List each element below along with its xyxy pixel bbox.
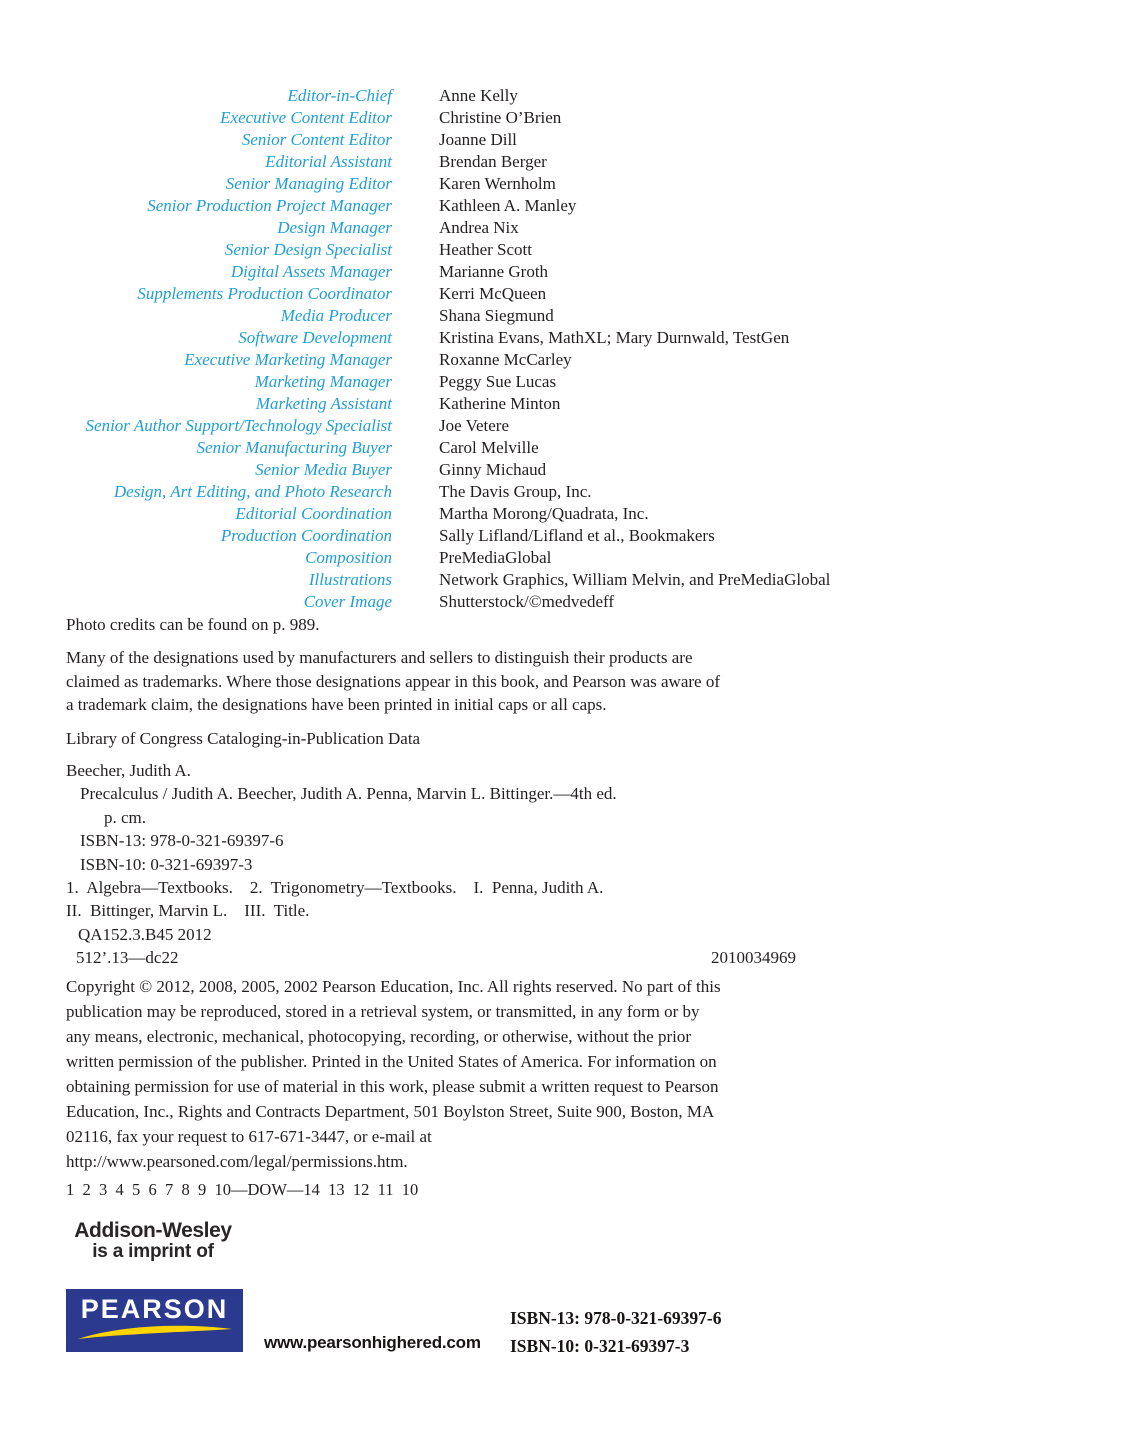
credit-role-label: Marketing Assistant bbox=[255, 394, 392, 413]
credit-row bbox=[66, 217, 830, 239]
trademark-line: a trademark claim, the designations have been printed in initial caps or all caps. bbox=[66, 695, 607, 714]
trademark-line: claimed as trademarks. Where those designations appear in this book, and Pearson was aware of bbox=[66, 671, 720, 691]
credit-role-label: Digital Assets Manager bbox=[230, 262, 392, 281]
credit-person-name: Marianne Groth bbox=[439, 262, 549, 281]
footer-isbn13: ISBN-13: 978-0-321-69397-6 bbox=[510, 1308, 722, 1328]
credit-role-label: Software Development bbox=[238, 328, 392, 347]
credit-person-name: Ginny Michaud bbox=[439, 460, 547, 479]
credit-role-label: Composition bbox=[305, 548, 392, 567]
credit-person-name: Karen Wernholm bbox=[439, 174, 556, 193]
catalog-call-number: QA152.3.B45 2012 bbox=[78, 924, 212, 944]
credit-row bbox=[66, 547, 830, 569]
credit-role-label: Senior Production Project Manager bbox=[147, 196, 392, 215]
copyright-line: Copyright © 2012, 2008, 2005, 2002 Pearson Education, Inc. All rights reserved. No part of this bbox=[66, 977, 721, 996]
copyright-line: Education, Inc., Rights and Contracts Department, 501 Boylston Street, Suite 900, Boston, MA bbox=[66, 1102, 715, 1121]
credit-role-label: Senior Media Buyer bbox=[255, 460, 392, 479]
credit-row bbox=[66, 591, 830, 613]
credit-role-label: Design, Art Editing, and Photo Research bbox=[113, 482, 392, 501]
credit-row bbox=[66, 195, 830, 217]
credit-person-name: Carol Melville bbox=[439, 438, 539, 457]
credit-row bbox=[66, 129, 830, 151]
catalog-subjects-1: 1. Algebra—Textbooks. 2. Trigonometry—Textbooks. I. Penna, Judith A. bbox=[66, 878, 604, 898]
credit-person-name: PreMediaGlobal bbox=[439, 548, 552, 567]
credit-row bbox=[66, 283, 830, 305]
credit-role-label: Marketing Manager bbox=[254, 372, 392, 391]
credit-person-name: Katherine Minton bbox=[439, 394, 561, 413]
credit-row bbox=[66, 107, 830, 129]
trademark-paragraph bbox=[66, 646, 720, 717]
credit-row bbox=[66, 481, 830, 503]
credit-row bbox=[66, 327, 830, 349]
credit-role-label: Illustrations bbox=[308, 570, 392, 589]
credit-person-name: Christine O’Brien bbox=[439, 108, 562, 127]
credit-row bbox=[66, 415, 830, 437]
copyright-line: obtaining permission for use of material in this work, please submit a written request to Pearson bbox=[66, 1077, 719, 1096]
credit-role-label: Editorial Assistant bbox=[265, 152, 392, 171]
credit-person-name: Sally Lifland/Lifland et al., Bookmakers bbox=[439, 526, 715, 545]
catalog-title: Precalculus / Judith A. Beecher, Judith A. Penna, Marvin L. Bittinger.—4th ed. bbox=[80, 784, 617, 804]
catalog-author: Beecher, Judith A. bbox=[66, 761, 191, 780]
credit-role-label: Supplements Production Coordinator bbox=[137, 284, 392, 303]
copyright-line: http://www.pearsoned.com/legal/permissions.htm. bbox=[66, 1152, 408, 1171]
footer-isbn10: ISBN-10: 0-321-69397-3 bbox=[510, 1336, 690, 1356]
credit-person-name: Heather Scott bbox=[439, 240, 532, 259]
copyright-line: publication may be reproduced, stored in a retrieval system, or transmitted, in any form or by bbox=[66, 1002, 700, 1021]
credit-row bbox=[66, 151, 830, 173]
catalog-dewey: 512’.13—dc22 bbox=[76, 948, 179, 968]
copyright-line: any means, electronic, mechanical, photocopying, recording, or otherwise, without the prior bbox=[66, 1027, 692, 1046]
credit-person-name: Andrea Nix bbox=[439, 218, 519, 237]
credits-list bbox=[66, 85, 830, 613]
catalog-dewey-row bbox=[66, 946, 796, 969]
credit-person-name: Network Graphics, William Melvin, and PreMediaGlobal bbox=[439, 570, 831, 589]
credit-person-name: Martha Morong/Quadrata, Inc. bbox=[439, 504, 649, 523]
credit-row bbox=[66, 569, 830, 591]
credit-row bbox=[66, 503, 830, 525]
credit-row bbox=[66, 525, 830, 547]
copyright-line: written permission of the publisher. Printed in the United States of America. For information on bbox=[66, 1052, 717, 1071]
credit-row bbox=[66, 393, 830, 415]
credit-role-label: Production Coordination bbox=[220, 526, 392, 545]
photo-credits-note: Photo credits can be found on p. 989. bbox=[66, 615, 320, 634]
cataloging-block bbox=[66, 759, 796, 970]
credit-role-label: Editor-in-Chief bbox=[287, 86, 392, 105]
credit-person-name: Shutterstock/©medvedeff bbox=[439, 592, 615, 611]
credit-person-name: Joe Vetere bbox=[439, 416, 510, 435]
credit-row bbox=[66, 459, 830, 481]
credit-role-label: Senior Managing Editor bbox=[225, 174, 392, 193]
credit-row bbox=[66, 305, 830, 327]
credit-role-label: Senior Author Support/Technology Specialist bbox=[85, 416, 392, 435]
credit-role-label: Media Producer bbox=[280, 306, 392, 325]
loc-heading: Library of Congress Cataloging-in-Publication Data bbox=[66, 729, 421, 748]
credit-person-name: Kathleen A. Manley bbox=[439, 196, 577, 215]
addison-wesley-wordmark: Addison-Wesley bbox=[74, 1219, 232, 1242]
credit-person-name: Kristina Evans, MathXL; Mary Durnwald, TestGen bbox=[439, 328, 790, 347]
catalog-isbn10: ISBN-10: 0-321-69397-3 bbox=[80, 854, 253, 874]
imprint-block bbox=[70, 1220, 236, 1262]
pearson-website-url: www.pearsonhighered.com bbox=[264, 1333, 481, 1352]
credit-role-label: Senior Content Editor bbox=[241, 130, 392, 149]
catalog-isbn13: ISBN-13: 978-0-321-69397-6 bbox=[80, 831, 284, 851]
pearson-swoosh-icon bbox=[66, 1289, 243, 1352]
copyright-paragraph bbox=[66, 974, 721, 1174]
pearson-wordmark: PEARSON bbox=[80, 1294, 229, 1324]
credit-row bbox=[66, 349, 830, 371]
credit-person-name: Roxanne McCarley bbox=[439, 350, 572, 369]
credit-row bbox=[66, 261, 830, 283]
catalog-lccn: 2010034969 bbox=[711, 948, 796, 968]
credit-person-name: Peggy Sue Lucas bbox=[439, 372, 557, 391]
credit-person-name: Shana Siegmund bbox=[439, 306, 554, 325]
trademark-line: Many of the designations used by manufacturers and sellers to distinguish their products are bbox=[66, 648, 693, 667]
pearson-logo bbox=[66, 1289, 243, 1352]
credit-row bbox=[66, 173, 830, 195]
credit-row bbox=[66, 85, 830, 107]
credit-role-label: Editorial Coordination bbox=[235, 504, 392, 523]
credit-role-label: Senior Manufacturing Buyer bbox=[196, 438, 392, 457]
credit-person-name: Brendan Berger bbox=[439, 152, 547, 171]
credit-role-label: Senior Design Specialist bbox=[224, 240, 392, 259]
credit-row bbox=[66, 371, 830, 393]
credit-role-label: Design Manager bbox=[277, 218, 392, 237]
credit-row bbox=[66, 239, 830, 261]
credit-role-label: Executive Content Editor bbox=[220, 108, 392, 127]
copyright-line: 02116, fax your request to 617-671-3447, or e-mail at bbox=[66, 1127, 432, 1146]
credit-role-label: Cover Image bbox=[303, 592, 392, 611]
catalog-pcm: p. cm. bbox=[104, 807, 147, 827]
footer-isbn-block bbox=[510, 1304, 721, 1360]
imprint-tagline: is a imprint of bbox=[92, 1241, 214, 1262]
credit-row bbox=[66, 437, 830, 459]
catalog-subjects-2: II. Bittinger, Marvin L. III. Title. bbox=[66, 901, 310, 921]
credit-role-label: Executive Marketing Manager bbox=[184, 350, 392, 369]
credit-person-name: Joanne Dill bbox=[439, 130, 517, 149]
credit-person-name: Kerri McQueen bbox=[439, 284, 547, 303]
credit-person-name: Anne Kelly bbox=[439, 86, 518, 105]
credit-person-name: The Davis Group, Inc. bbox=[439, 482, 592, 501]
printing-numbers-line: 1 2 3 4 5 6 7 8 9 10—DOW—14 13 12 11 10 bbox=[66, 1180, 419, 1199]
